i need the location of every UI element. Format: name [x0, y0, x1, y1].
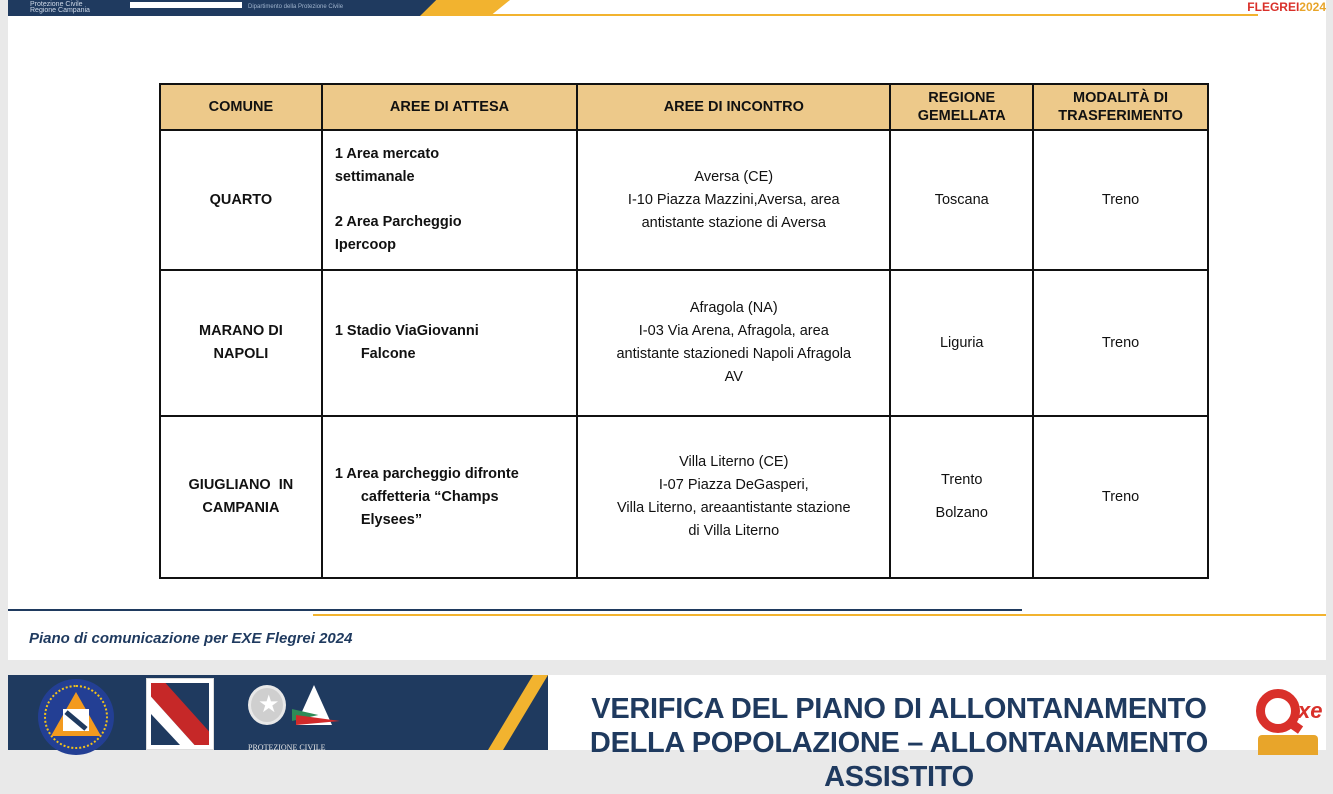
- incontro-line: Villa Literno, areaantistante stazione: [617, 500, 851, 516]
- brand-flegrei-2024: [1247, 0, 1326, 14]
- protezione-civile-emblem-icon: [38, 679, 114, 755]
- cell-modalita: Treno: [1033, 130, 1208, 270]
- header-modalita-line-2: TRASFERIMENTO: [1058, 108, 1183, 124]
- cell-aree-attesa: [322, 270, 577, 416]
- incontro-line: di Villa Literno: [688, 523, 780, 539]
- cell-aree-incontro: [577, 130, 890, 270]
- table-row: [160, 270, 1208, 416]
- incontro-line: AV: [724, 369, 743, 385]
- slide-current: [8, 0, 1326, 660]
- header-partner-logo: [130, 2, 242, 8]
- comune-line: NAPOLI: [213, 346, 269, 362]
- header-band: [8, 0, 1326, 16]
- header-gold-line: [478, 14, 1258, 16]
- cell-aree-incontro: [577, 416, 890, 578]
- cell-regione: Liguria: [890, 270, 1033, 416]
- incontro-line: antistante stazione di Aversa: [641, 214, 826, 231]
- attesa-line: Falcone: [360, 346, 416, 362]
- evacuation-table: [159, 83, 1209, 579]
- next-slide-title: VERIFICA DEL PIANO DI ALLONTANAMENTO DELLA POPOLAZIONE – ALLONTANAMENTO ASSISTITO: [589, 693, 1209, 793]
- exe-logo-icon: [1250, 681, 1322, 750]
- table-row: [160, 130, 1208, 270]
- header-modalita: [1033, 84, 1208, 130]
- attesa-spacer: [335, 189, 564, 211]
- footer-caption: Piano di comunicazione per EXE Flegrei 2024: [29, 630, 353, 647]
- attesa-line: 1 Area parcheggio difronte: [334, 465, 519, 482]
- header-small-text-3: Dipartimento della Protezione Civile: [248, 4, 344, 10]
- comune-line: GIUGLIANO IN: [188, 477, 294, 493]
- cell-aree-incontro: [577, 270, 890, 416]
- cell-regione: [890, 416, 1033, 578]
- attesa-line: 1 Stadio ViaGiovanni: [334, 323, 479, 339]
- attesa-line: 1 Area mercato: [334, 146, 440, 162]
- table-row: [160, 416, 1208, 578]
- dipartimento-protezione-civile-logo: [248, 685, 358, 752]
- cell-comune: QUARTO: [160, 130, 322, 270]
- footer-navy-line: [8, 609, 1022, 611]
- mountain-logo-icon: [292, 685, 336, 729]
- regione-line: Trento: [941, 472, 983, 488]
- brand-word: FLEGREI: [1247, 0, 1300, 14]
- header-modalita-line-1: MODALITÀ DI: [1073, 90, 1169, 106]
- comune-line: CAMPANIA: [202, 500, 280, 516]
- header-small-text-2: Regione Campania: [30, 7, 90, 14]
- header-comune: COMUNE: [160, 84, 322, 130]
- incontro-line: I-03 Via Arena, Afragola, area: [638, 323, 829, 339]
- incontro-line: I-10 Piazza Mazzini,Aversa, area: [627, 191, 840, 208]
- italian-emblem-icon: [248, 685, 286, 725]
- table-header-row: [160, 84, 1208, 130]
- exe-gold-base: [1258, 735, 1318, 755]
- footer-gold-line: [313, 614, 1326, 616]
- slide-next: [8, 675, 1326, 793]
- brand-year: 2024: [1299, 0, 1326, 14]
- attesa-line: settimanale: [334, 169, 415, 185]
- exe-xe-text: xe: [1298, 698, 1323, 723]
- cell-comune: [160, 270, 322, 416]
- header-regione-gemellata: [890, 84, 1033, 130]
- regione-campania-flag-icon: [146, 678, 214, 750]
- attesa-line: Elysees”: [360, 511, 423, 528]
- header-regione-line-2: GEMELLATA: [917, 108, 1006, 124]
- incontro-line: Villa Literno (CE): [679, 454, 789, 470]
- incontro-line: Afragola (NA): [689, 300, 778, 316]
- attesa-line: Ipercoop: [334, 237, 397, 253]
- cell-aree-attesa: [322, 416, 577, 578]
- cell-modalita: Treno: [1033, 270, 1208, 416]
- cell-comune: [160, 416, 322, 578]
- attesa-line: caffetteria “Champs: [360, 488, 499, 505]
- header-regione-line-1: REGIONE: [928, 90, 996, 106]
- protezione-civile-label: PROTEZIONE CIVILE: [248, 743, 326, 752]
- attesa-line: 2 Area Parcheggio: [334, 214, 462, 230]
- comune-line: MARANO DI: [199, 323, 283, 339]
- cell-regione: Toscana: [890, 130, 1033, 270]
- cell-aree-attesa: [322, 130, 577, 270]
- incontro-line: antistante stazionedi Napoli Afragola: [616, 346, 852, 362]
- incontro-line: Aversa (CE): [694, 168, 774, 185]
- header-aree-attesa: AREE DI ATTESA: [322, 84, 577, 130]
- regione-line: Bolzano: [935, 505, 988, 521]
- header-small-text-1: Protezione Civile: [30, 1, 83, 8]
- incontro-line: I-07 Piazza DeGasperi,: [658, 477, 809, 493]
- header-aree-incontro: AREE DI INCONTRO: [577, 84, 890, 130]
- cell-modalita: Treno: [1033, 416, 1208, 578]
